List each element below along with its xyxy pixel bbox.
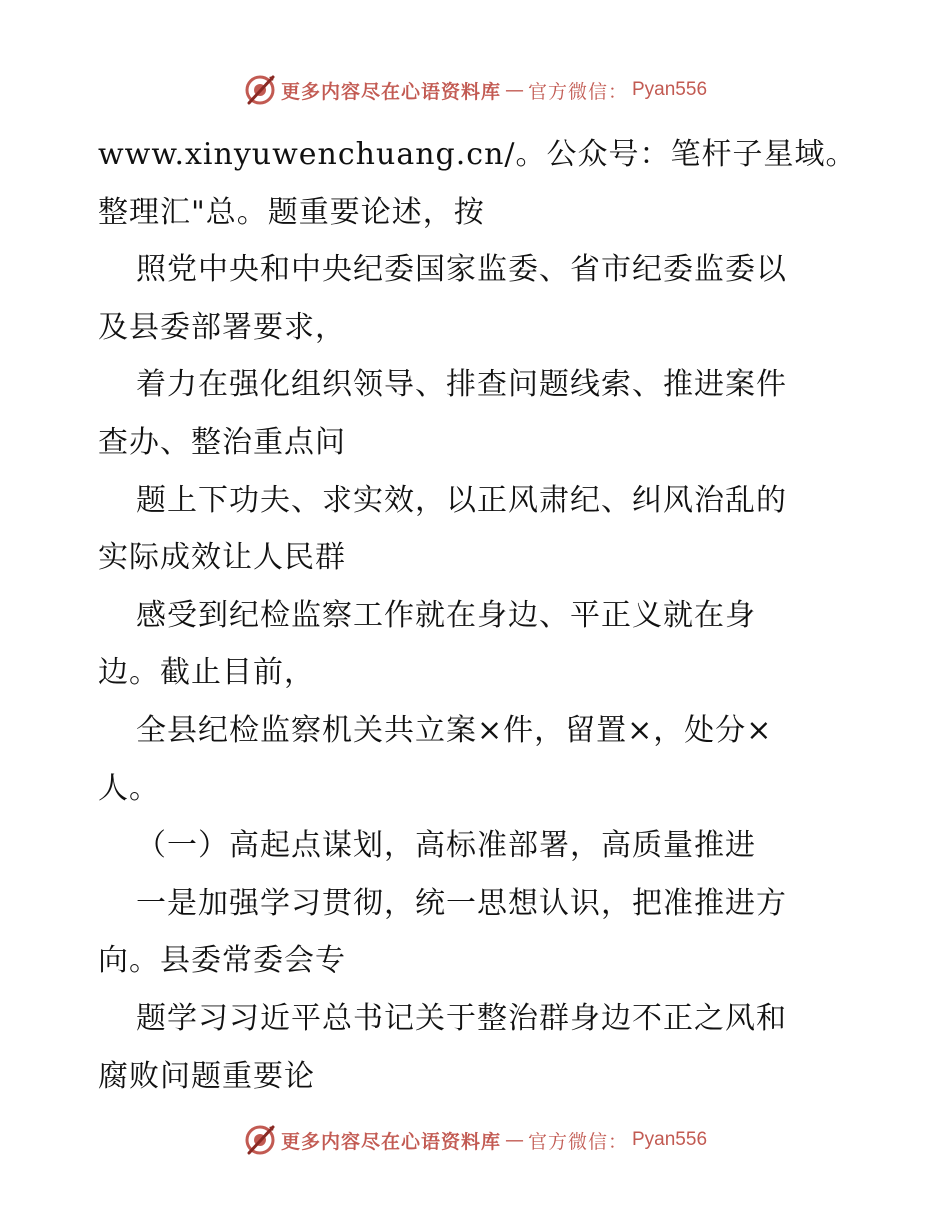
footer-banner xyxy=(0,1120,950,1160)
header-dash: — xyxy=(504,79,524,101)
body-line: 题学习习近平总书记关于整治群身边不正之风和 xyxy=(136,1000,787,1036)
body-line: www.xinyuwenchuang.cn/。公众号：笔杆子星域。 xyxy=(98,137,857,172)
body-line: 腐败问题重要论 xyxy=(98,1058,315,1094)
body-line: 人。 xyxy=(98,770,160,806)
footer-dash: — xyxy=(504,1129,524,1151)
section-heading: （一）高起点谋划，高标准部署，高质量推进 xyxy=(136,828,756,864)
body-line: 照党中央和中央纪委国家监委、省市纪委监委以 xyxy=(136,252,787,288)
document-body xyxy=(98,126,858,1105)
body-line: 向。县委常委会专 xyxy=(98,943,346,979)
pen-logo-icon xyxy=(243,73,277,107)
footer-slogan: 更多内容尽在心语资料库 xyxy=(280,1130,501,1153)
body-line: 感受到纪检监察工作就在身边、平正义就在身 xyxy=(136,597,756,633)
body-line: 全县纪检监察机关共立案×件，留置×，处分× xyxy=(136,712,773,748)
body-line: 及县委部署要求， xyxy=(98,309,346,345)
body-line: 整理汇"总。题重要论述，按 xyxy=(98,194,485,230)
body-line: 题上下功夫、求实效，以正风肃纪、纠风治乱的 xyxy=(136,482,787,518)
header-wechat-id: Pyan556 xyxy=(632,79,708,100)
body-line: 一是加强学习贯彻，统一思想认识，把准推进方 xyxy=(136,885,787,921)
header-banner xyxy=(0,70,950,110)
body-line: 查办、整治重点问 xyxy=(98,424,346,460)
footer-wechat-id: Pyan556 xyxy=(632,1129,708,1150)
footer-wechat-label: 官方微信： xyxy=(527,1130,628,1153)
body-line: 着力在强化组织领导、排查问题线索、推进案件 xyxy=(136,367,787,403)
body-line: 实际成效让人民群 xyxy=(98,540,346,576)
pen-logo-icon xyxy=(243,1123,277,1157)
header-wechat-label: 官方微信： xyxy=(527,80,628,103)
header-slogan: 更多内容尽在心语资料库 xyxy=(280,80,501,103)
body-line: 边。截止目前， xyxy=(98,655,315,691)
